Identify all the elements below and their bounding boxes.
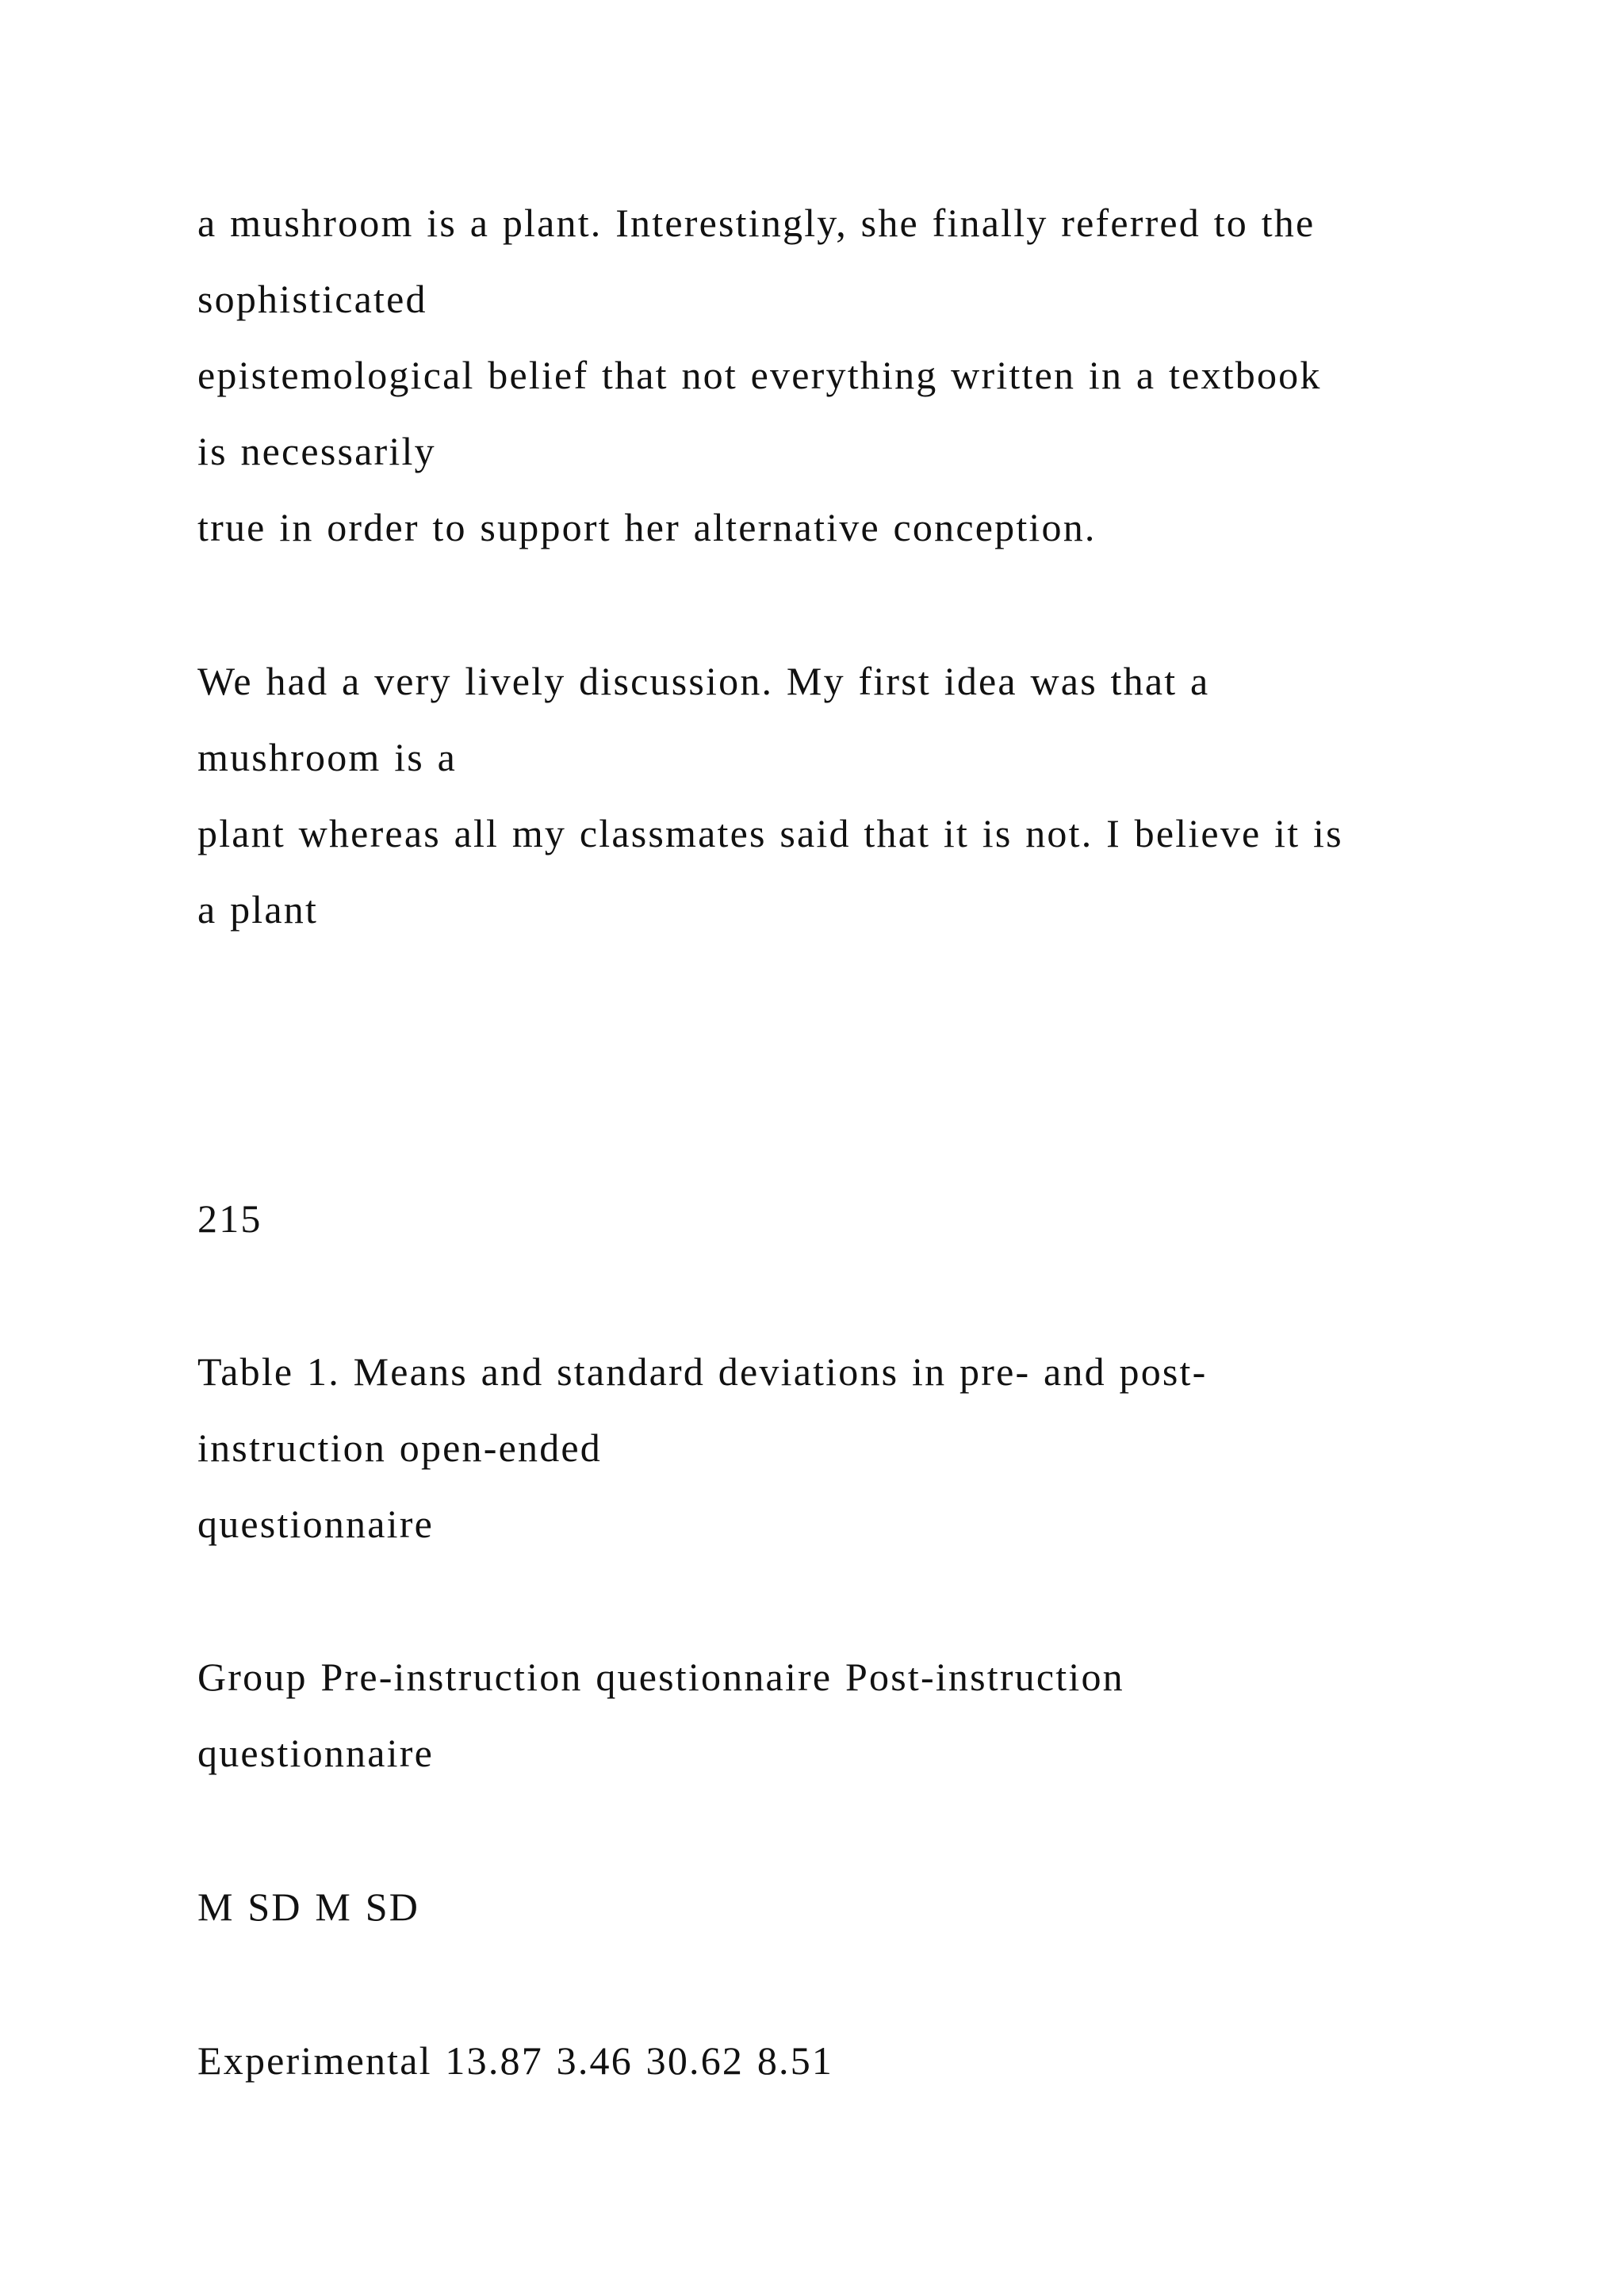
table-row-experimental: Experimental 13.87 3.46 30.62 8.51 (197, 2038, 834, 2083)
table-header-line: questionnaire (197, 1731, 434, 1775)
text-line: is necessarily (197, 429, 436, 473)
text-line: a mushroom is a plant. Interestingly, she finally referred to the (197, 201, 1316, 245)
text-line: true in order to support her alternative conception. (197, 505, 1097, 549)
table-caption-line: instruction open-ended (197, 1425, 602, 1470)
table-subheader: M SD M SD (197, 1885, 420, 1929)
text-line: plant whereas all my classmates said that it is not. I believe it is (197, 811, 1343, 855)
table-caption-line: Table 1. Means and standard deviations in pre- and post- (197, 1349, 1208, 1394)
text-line: epistemological belief that not everything written in a textbook (197, 353, 1322, 397)
text-line: mushroom is a (197, 735, 458, 779)
table-caption-line: questionnaire (197, 1502, 434, 1546)
table-header-line: Group Pre-instruction questionnaire Post-instruction (197, 1655, 1124, 1699)
text-line: sophisticated (197, 277, 427, 321)
text-line: a plant (197, 887, 319, 932)
page-number: 215 (197, 1196, 262, 1241)
text-line: We had a very lively discussion. My first idea was that a (197, 659, 1210, 703)
